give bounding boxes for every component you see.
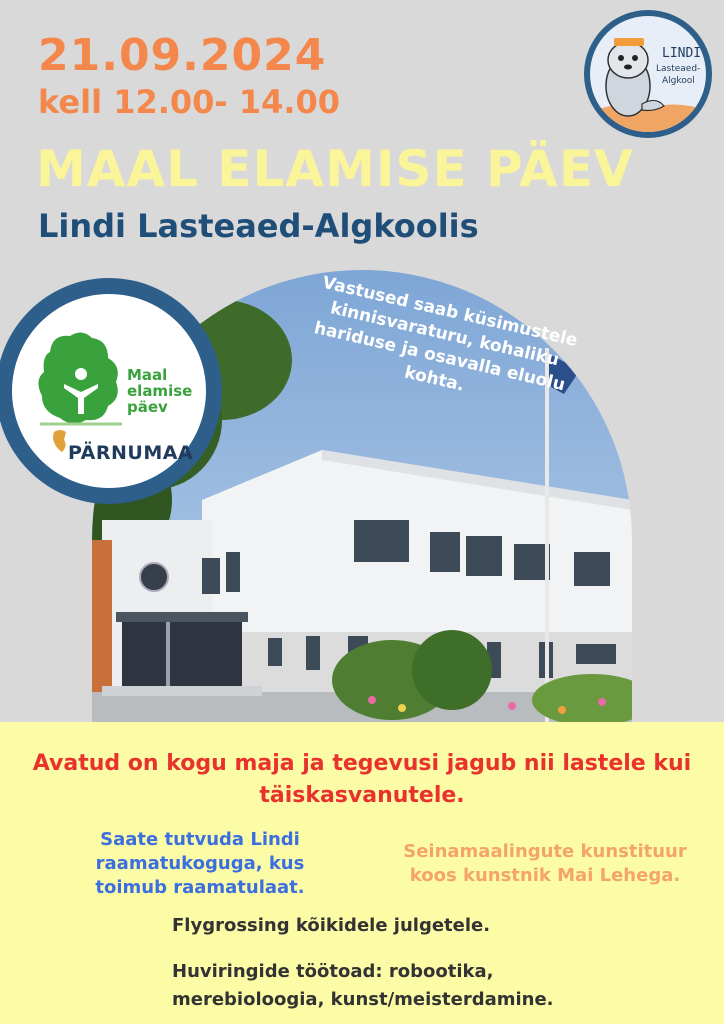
event-time: kell 12.00- 14.00: [38, 83, 341, 121]
event-title: MAAL ELAMISE PÄEV: [36, 140, 634, 198]
lindi-logo-tagline-1: Lasteaed-: [656, 64, 701, 74]
parnumaa-coat-of-arms-icon: [50, 428, 70, 454]
lindi-school-logo: [584, 10, 712, 138]
maal-elamise-paev-badge: [0, 278, 222, 504]
lindi-logo-tagline-2: Algkool: [662, 76, 695, 86]
badge-logo-line-2: elamise: [127, 382, 193, 400]
open-house-text: Avatud on kogu maja ja tegevusi jagub nii lastele kui täiskasvanutele.: [32, 751, 692, 808]
lindi-logo-name: LINDI: [662, 46, 702, 61]
event-subtitle: Lindi Lasteaed-Algkoolis: [38, 207, 479, 245]
photo-caption: Vastused saab küsimustele kinnisvaraturu, kohaliku hariduse ja osavalla eluolu kohta.: [312, 272, 580, 396]
library-text: Saate tutvuda Lindi raamatukoguga, kus toimub raamatulaat.: [95, 829, 305, 898]
flygrossing-text: Flygrossing kõikidele julgetele.: [172, 915, 491, 936]
seal-icon: [590, 16, 706, 132]
badge-logo-text: [127, 367, 192, 415]
badge-region: PÄRNUMAA: [68, 442, 194, 464]
event-date: 21.09.2024: [38, 30, 327, 81]
mural-tour-text: Seinamaalingute kunstituur koos kunstnik Mai Lehega.: [403, 841, 687, 886]
workshops-text: Huviringide töötoad: robootika, merebioloogia, kunst/meisterdamine.: [172, 961, 554, 1010]
badge-logo-line-1: Maal: [127, 366, 168, 384]
badge-logo-line-3: päev: [127, 398, 168, 416]
